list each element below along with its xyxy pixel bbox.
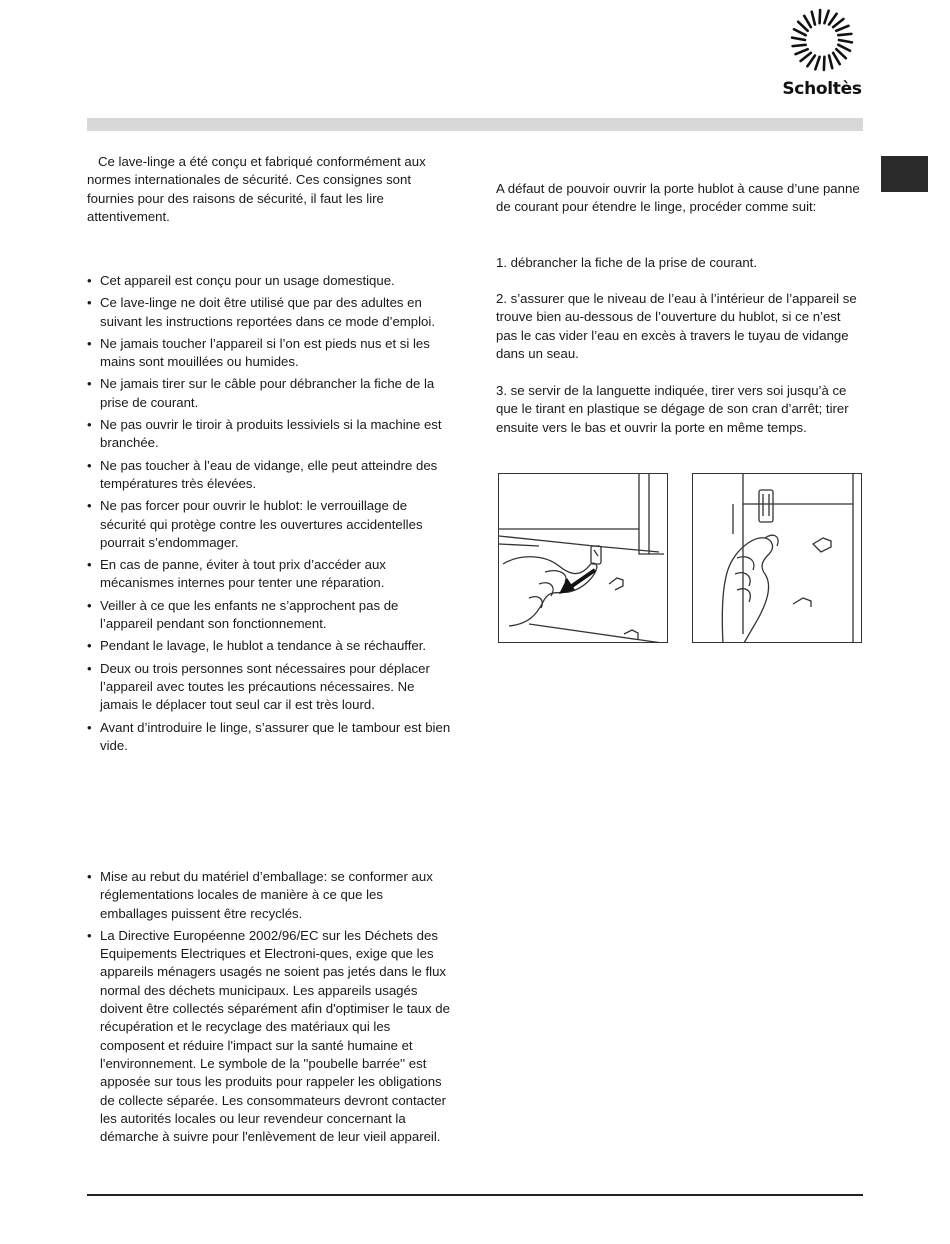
list-item: • Mise au rebut du matériel d’emballage: se conformer aux réglementations locales de manière à ce que les emballages puissent être recyclés.	[87, 868, 452, 923]
disposal-list	[87, 868, 452, 1150]
list-item: • En cas de panne, éviter à tout prix d’accéder aux mécanismes internes pour tenter une réparation.	[87, 556, 452, 593]
door-release-illustration-1	[498, 473, 668, 643]
list-item: • Deux ou trois personnes sont nécessaires pour déplacer l’appareil avec toutes les précautions nécessaires. Ne jamais le déplacer tout seul car il est très lourd.	[87, 660, 452, 715]
list-item: • Pendant le lavage, le hublot a tendance à se réchauffer.	[87, 637, 452, 655]
list-item: • Avant d’introduire le linge, s’assurer que le tambour est bien vide.	[87, 719, 452, 756]
door-intro-paragraph: A défaut de pouvoir ouvrir la porte hublot à cause d’une panne de courant pour étendre le linge, procéder comme suit:	[496, 181, 860, 215]
sunburst-logo-icon	[788, 8, 856, 76]
list-item: • Veiller à ce que les enfants ne s’approchent pas de l’appareil pendant son fonctionnement.	[87, 597, 452, 634]
list-item: • Ne pas ouvrir le tiroir à produits lessiviels si la machine est branchée.	[87, 416, 452, 453]
door-step-2: 2. s’assurer que le niveau de l’eau à l’intérieur de l’appareil se trouve bien au-dessous de l’ouverture du hublot, si ce n’est pas le cas vider l’eau en excès à travers le tuyau de vidange dans un seau.	[496, 291, 857, 361]
list-item: • Ne pas forcer pour ouvrir le hublot: le verrouillage de sécurité qui protège contre les ouvertures accidentelles pourrait s’endommager.	[87, 497, 452, 552]
language-tab-marker	[881, 156, 928, 192]
list-item: • La Directive Européenne 2002/96/EC sur les Déchets des Equipements Electriques et Electroni-ques, exige que les appareils ménagers usagés ne soient pas jetés dans le flux normal des déchets municipaux. Les appareils usagés doivent être collectés séparément afin d'optimiser le taux de récupération et le recyclage des matériaux qui les composent et réduire l'impact sur la santé humaine et l'environnement. Le symbole de la ''poubelle barrée'' est apposée sur tous les produits pour rappeler les obligations de collecte séparée. Les consommateurs devront contacter les autorités locales ou leur revendeur concernant la démarche à suivre pour l'enlèvement de leur vieil appareil.	[87, 927, 452, 1147]
list-item: • Ne pas toucher à l’eau de vidange, elle peut atteindre des températures très élevées.	[87, 457, 452, 494]
door-step-1: 1. débrancher la fiche de la prise de courant.	[496, 255, 757, 270]
list-item: • Cet appareil est conçu pour un usage domestique.	[87, 272, 452, 290]
door-step-3: 3. se servir de la languette indiquée, tirer vers soi jusqu’à ce que le tirant en plastique se dégage de son cran d’arrêt; tirer ensuite vers le bas et ouvrir la porte en même temps.	[496, 383, 849, 435]
list-item: • Ne jamais toucher l’appareil si l’on est pieds nus et si les mains sont mouillées ou humides.	[87, 335, 452, 372]
header-bar	[87, 118, 863, 131]
safety-list	[87, 272, 452, 759]
list-item: • Ne jamais tirer sur le câble pour débrancher la fiche de la prise de courant.	[87, 375, 452, 412]
logo-wordmark: Scholtès	[782, 79, 862, 99]
bottom-rule	[87, 1194, 863, 1196]
door-release-illustration-2	[692, 473, 862, 643]
intro-paragraph: Ce lave-linge a été conçu et fabriqué conformément aux normes internationales de sécurité. Ces consignes sont fournies pour des raisons de sécurité, il faut les lire attentivement.	[87, 154, 426, 224]
list-item: • Ce lave-linge ne doit être utilisé que par des adultes en suivant les instructions reportées dans ce mode d’emploi.	[87, 294, 452, 331]
brand-logo	[780, 8, 864, 98]
